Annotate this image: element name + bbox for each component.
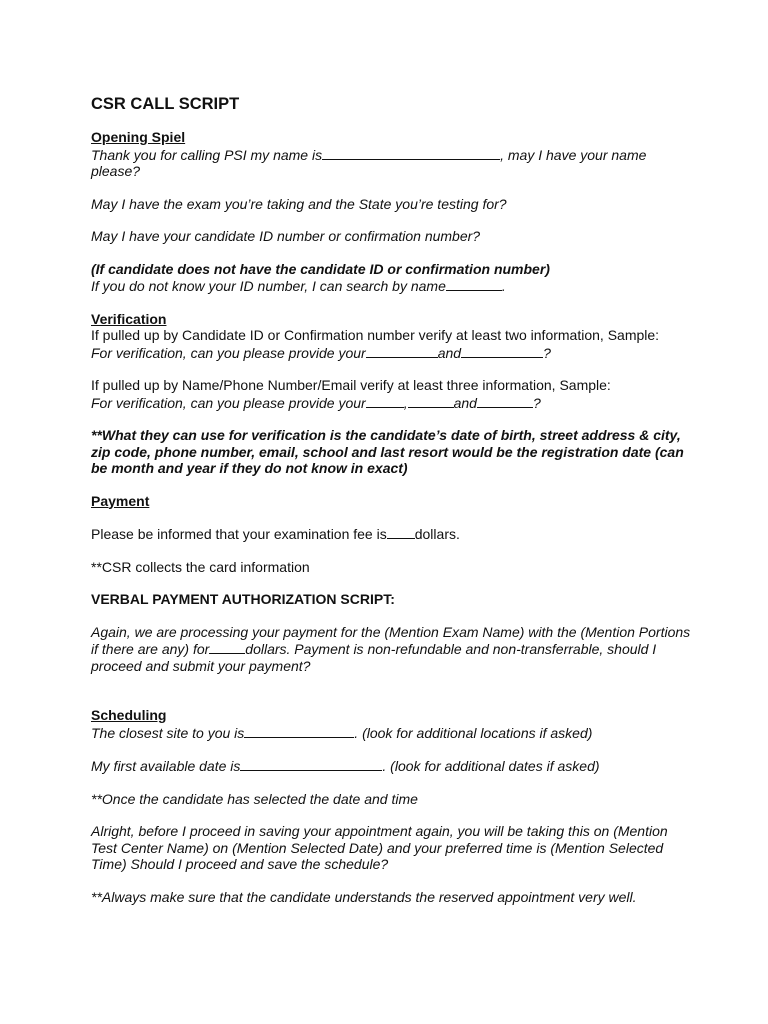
info-blank-1	[366, 344, 438, 358]
confirmation-script: Alright, before I proceed in saving your appointment again, you will be taking this on (Mention Test Center Name) on (Mention Selected Date) and your preferred time is (Mention Selected Time) Should I proceed and save the schedule?	[91, 823, 668, 872]
verification-rule-id: If pulled up by Candidate ID or Confirmation number verify at least two information, Sample:	[91, 327, 660, 343]
info-blank-3	[366, 394, 404, 408]
search-by-name: If you do not know your ID number, I can search by name .	[91, 278, 506, 294]
scheduling-heading: Scheduling	[91, 707, 167, 723]
date-blank	[240, 757, 382, 771]
site-blank	[244, 724, 354, 738]
info-blank-5	[477, 394, 533, 408]
id-question: May I have your candidate ID number or confirmation number?	[91, 228, 481, 244]
verification-heading: Verification	[91, 310, 167, 327]
final-note: **Always make sure that the candidate understands the reserved appointment very well.	[91, 888, 637, 905]
selected-date-note: **Once the candidate has selected the date and time	[91, 790, 418, 807]
name-blank	[446, 277, 502, 291]
verification-rule-name: If pulled up by Name/Phone Number/Email verify at least three information, Sample:	[91, 377, 611, 393]
call-script	[91, 95, 691, 905]
info-blank-4	[408, 394, 454, 408]
opening-heading: Opening Spiel	[91, 129, 186, 145]
no-id-note: (If candidate does not have the candidate ID or confirmation number)	[91, 260, 550, 277]
verification-ask-two: For verification, can you please provide your and ?	[91, 344, 551, 361]
verification-ask-three: For verification, can you please provide your , and ?	[91, 394, 541, 411]
amount-blank	[209, 640, 245, 654]
verification-note: **What they can use for verification is the candidate’s date of birth, street address & city, zip code, phone number, email, school and last resort would be the registration date (can be month and year if they do not know in exact)	[91, 427, 684, 476]
document-title: CSR CALL SCRIPT	[91, 95, 240, 113]
opening-greeting: Thank you for calling PSI my name is , may I have your name please?	[91, 146, 647, 179]
payment-heading: Payment	[91, 492, 150, 509]
first-available-date: My first available date is . (look for additional dates if asked)	[91, 758, 600, 774]
fee-statement: Please be informed that your examination fee is dollars.	[91, 526, 460, 542]
agent-name-blank	[322, 146, 500, 160]
collect-card-note: **CSR collects the card information	[91, 558, 310, 575]
authorization-script: Again, we are processing your payment for the (Mention Exam Name) with the (Mention Portions if there are any) for dollars. Payment is non-refundable and non-transferrable, should I proceed and submit your payment?	[91, 623, 691, 674]
closest-site: The closest site to you is . (look for additional locations if asked)	[91, 724, 593, 741]
authorization-heading: VERBAL PAYMENT AUTHORIZATION SCRIPT:	[91, 591, 395, 607]
fee-blank	[387, 525, 415, 539]
exam-question: May I have the exam you’re taking and the State you’re testing for?	[91, 195, 507, 212]
info-blank-2	[461, 344, 543, 358]
